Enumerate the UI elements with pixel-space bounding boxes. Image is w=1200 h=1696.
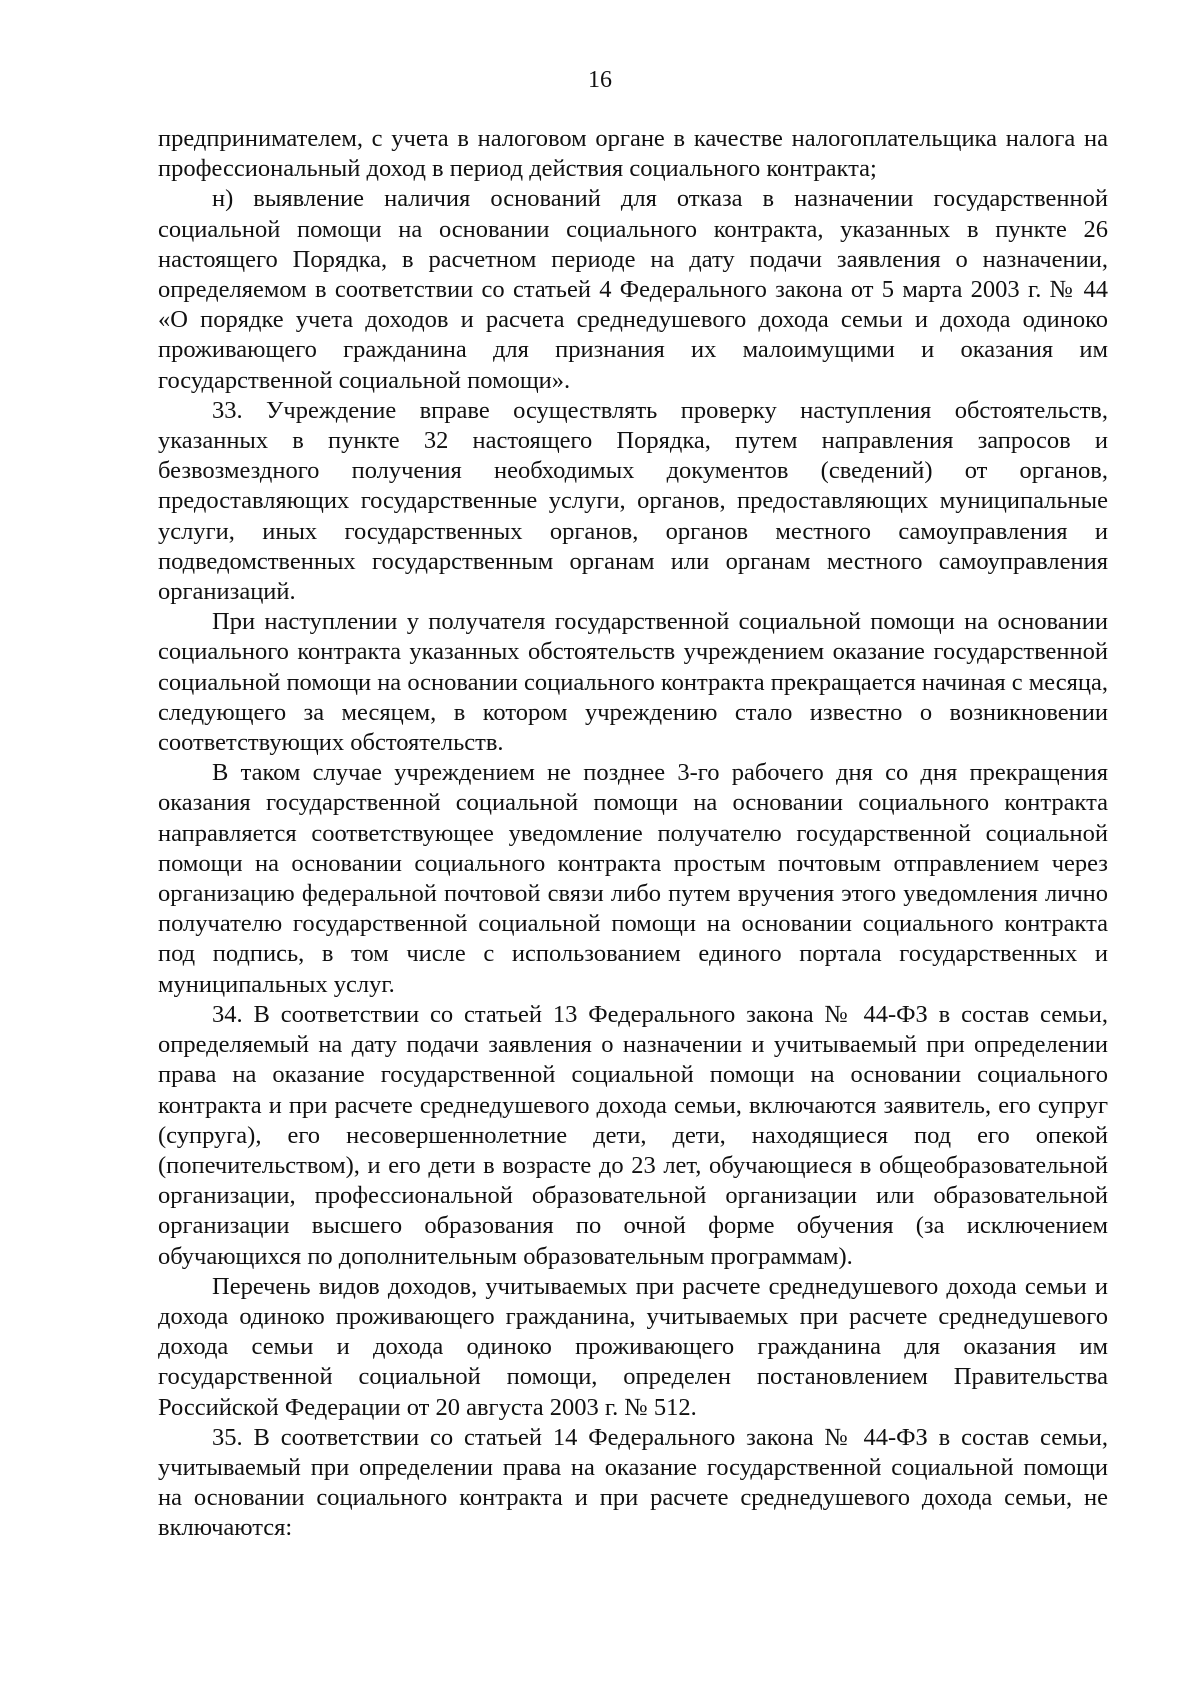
paragraph-33-notification: В таком случае учреждением не позднее 3-го рабочего дня со дня прекращения оказания государственной социальной помощи на основании социального контракта направляется соответствующее уведомление получателю государственной социальной помощи на основании социального контракта простым почтовым отправлением через организацию федеральной почтовой связи либо путем вручения этого уведомления лично получателю государственной социальной помощи на основании социального контракта под подпись, в том числе с использованием единого портала государственных и муниципальных услуг. [158, 759, 1108, 998]
paragraph-33-termination: При наступлении у получателя государственной социальной помощи на основании социального контракта указанных обстоятельств учреждением оказание государственной социальной помощи на основании социального контракта прекращается начиная с месяца, следующего за месяцем, в котором учреждению стало известно о возникновении соответствующих обстоятельств. [158, 608, 1108, 757]
page-number: 16 [588, 67, 612, 93]
paragraph-item-n: н) выявление наличия оснований для отказа в назначении государственной социальной помощи на основании социального контракта, указанных в пункте 26 настоящего Порядка, в расчетном периоде на дату подачи заявления о назначении, определяемом в соответствии со статьей 4 Федерального закона от 5 марта 2003 г. № 44 «О порядке учета доходов и расчета среднедушевого дохода семьи и дохода одиноко проживающего гражданина для признания их малоимущими и оказания им государственной социальной помощи». [158, 185, 1108, 394]
paragraph-35: 35. В соответствии со статьей 14 Федерального закона № 44-ФЗ в состав семьи, учитываемый при определении права на оказание государственной социальной помощи на основании социального контракта и при расчете среднедушевого дохода семьи, не включаются: [158, 1423, 1108, 1542]
document-body [158, 124, 1108, 1544]
paragraph-continuation: предпринимателем, с учета в налоговом органе в качестве налогоплательщика налога на профессиональный доход в период действия социального контракта; [158, 125, 1108, 183]
paragraph-34-income-list: Перечень видов доходов, учитываемых при расчете среднедушевого дохода семьи и дохода одиноко проживающего гражданина, учитываемых при расчете среднедушевого дохода семьи и дохода одиноко проживающего гражданина для оказания им государственной социальной помощи, определен постановлением Правительства Российской Федерации от 20 августа 2003 г. № 512. [158, 1272, 1108, 1421]
paragraph-33: 33. Учреждение вправе осуществлять проверку наступления обстоятельств, указанных в пункте 32 настоящего Порядка, путем направления запросов и безвозмездного получения необходимых документов (сведений) от органов, предоставляющих государственные услуги, органов, предоставляющих муниципальные услуги, иных государственных органов, органов местного самоуправления и подведомственных государственным органам или органам местного самоуправления организаций. [158, 396, 1108, 606]
paragraph-34: 34. В соответствии со статьей 13 Федерального закона № 44-ФЗ в состав семьи, определяемый на дату подачи заявления о назначении и учитываемый при определении права на оказание государственной социальной помощи на основании социального контракта и при расчете среднедушевого дохода семьи, включаются заявитель, его супруг (супруга), его несовершеннолетние дети, дети, находящиеся под его опекой (попечительством), и его дети в возрасте до 23 лет, обучающиеся в общеобразовательной организации, профессиональной образовательной организации или образовательной организации высшего образования по очной форме обучения (за исключением обучающихся по дополнительным образовательным программам). [158, 1000, 1108, 1270]
